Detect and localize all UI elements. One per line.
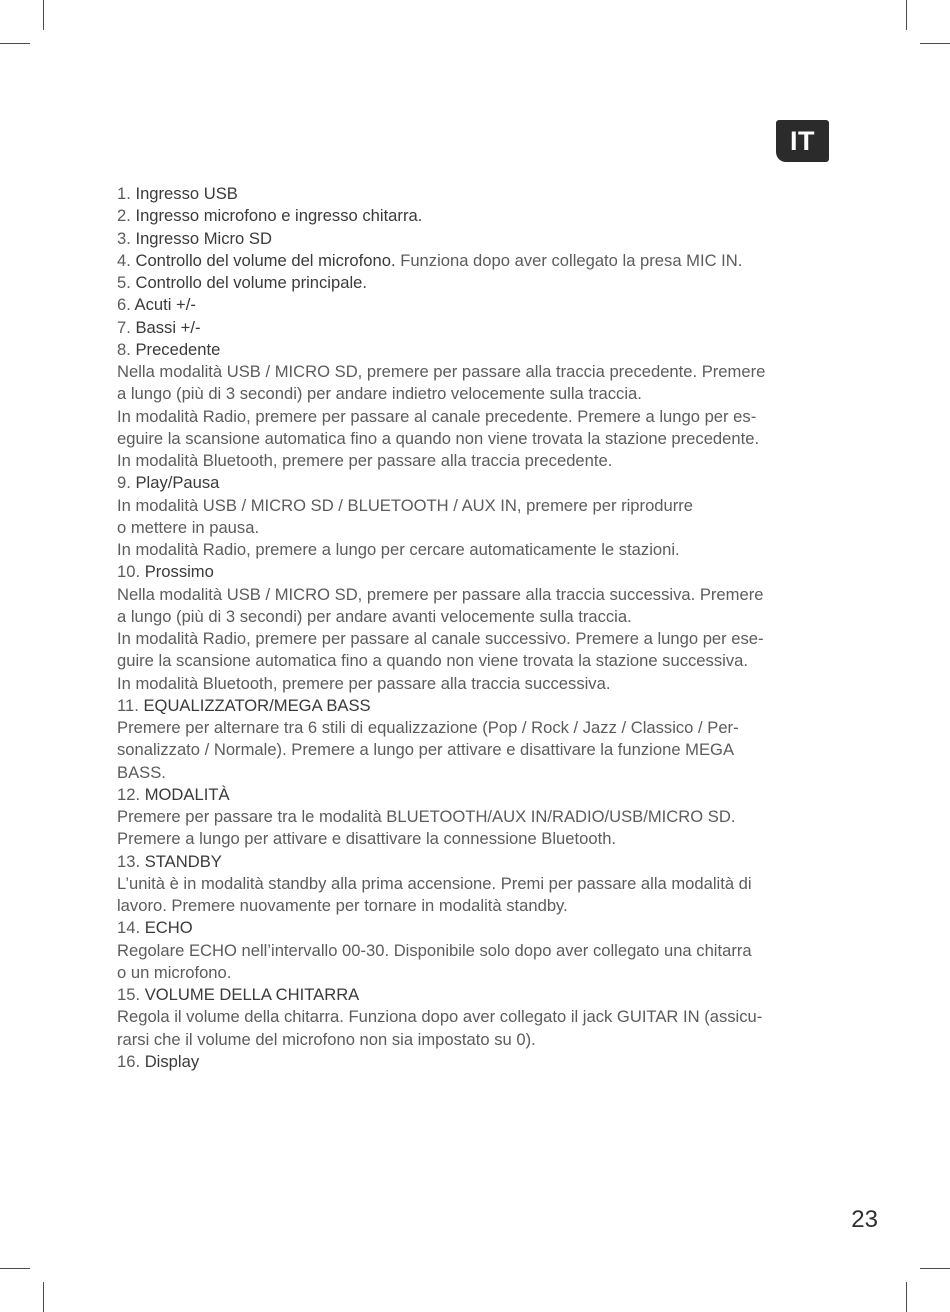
crop-mark <box>920 43 950 44</box>
item-description-line: o un microfono. <box>117 962 232 982</box>
crop-mark <box>0 43 30 44</box>
item-description-line: In modalità Bluetooth, premere per passare alla traccia precedente. <box>117 451 613 470</box>
item-number: 10. <box>117 562 141 582</box>
item-title: Acuti +/- <box>134 295 196 315</box>
list-item-heading <box>117 561 837 583</box>
item-number: 9. <box>117 473 131 493</box>
item-description-line: In modalità Radio, premere per passare al canale precedente. Premere a lungo per es- <box>117 406 757 426</box>
item-description-line: rarsi che il volume del microfono non sia impostato su 0). <box>117 1029 536 1049</box>
item-description-line: lavoro. Premere nuovamente per tornare in modalità standby. <box>117 896 568 915</box>
list-item-heading <box>117 317 837 339</box>
list-item-heading <box>117 984 837 1006</box>
list-item-heading <box>117 784 837 806</box>
item-description-line: guire la scansione automatica fino a quando non viene trovata la stazione successiva. <box>117 651 748 671</box>
item-title: Controllo del volume del microfono. <box>135 250 396 270</box>
item-title: Precedente <box>135 339 221 359</box>
item-description-line: o mettere in pausa. <box>117 517 260 537</box>
instructions-list <box>117 183 837 1073</box>
item-number: 3. <box>117 228 131 248</box>
item-description-line: In modalità Bluetooth, premere per passare alla traccia successiva. <box>117 673 611 693</box>
list-item-heading <box>117 294 837 316</box>
item-number: 14. <box>117 918 141 938</box>
item-title: EQUALIZZATOR/MEGA BASS <box>143 695 371 715</box>
item-number: 6. <box>117 295 131 315</box>
crop-mark <box>920 1268 950 1269</box>
item-number: 1. <box>117 184 131 203</box>
item-title: Play/Pausa <box>135 473 220 493</box>
list-item-heading <box>117 205 837 227</box>
item-description-line: Premere per passare tra le modalità BLUETOOTH/AUX IN/RADIO/USB/MICRO SD. <box>117 807 736 826</box>
list-item-heading <box>117 272 837 294</box>
item-title: Controllo del volume principale. <box>135 273 367 292</box>
item-description-line: a lungo (più di 3 secondi) per andare avanti velocemente sulla traccia. <box>117 606 632 626</box>
item-number: 4. <box>117 250 131 270</box>
item-number: 11. <box>117 695 139 715</box>
item-number: 16. <box>117 1051 141 1071</box>
item-description-line: In modalità USB / MICRO SD / BLUETOOTH / AUX IN, premere per riprodurre <box>117 495 694 515</box>
item-title: Ingresso microfono e ingresso chitarra. <box>135 206 423 226</box>
item-description-line: eguire la scansione automatica fino a quando non viene trovata la stazione precedente. <box>117 428 760 448</box>
list-item-heading <box>117 917 837 939</box>
list-item-heading <box>117 472 837 494</box>
list-item-heading <box>117 183 837 205</box>
item-number: 8. <box>117 339 131 359</box>
item-title: Ingresso Micro SD <box>135 228 272 248</box>
crop-mark <box>43 1282 44 1312</box>
item-number: 15. <box>117 985 141 1004</box>
language-badge: IT <box>776 120 829 162</box>
item-title: Display <box>144 1051 200 1071</box>
list-item-heading <box>117 339 837 361</box>
item-description-line: sonalizzato / Normale). Premere a lungo per attivare e disattivare la funzione MEGA <box>117 740 735 760</box>
item-title-tail: Funziona dopo aver collegato la presa MIC IN. <box>395 250 743 270</box>
list-item-heading <box>117 851 837 873</box>
list-item-heading <box>117 228 837 250</box>
item-description-line: Nella modalità USB / MICRO SD, premere per passare alla traccia precedente. Premere <box>117 362 766 381</box>
list-item-heading <box>117 695 837 717</box>
item-title: ECHO <box>144 918 193 938</box>
item-description-line: Premere a lungo per attivare e disattivare la connessione Bluetooth. <box>117 829 617 849</box>
item-description-line: In modalità Radio, premere per passare al canale successivo. Premere a lungo per ese- <box>117 629 764 648</box>
item-title: VOLUME DELLA CHITARRA <box>144 985 360 1004</box>
item-description-line: L’unità è in modalità standby alla prima accensione. Premi per passare alla modalità di <box>117 873 752 893</box>
list-item-heading <box>117 1051 837 1073</box>
list-item-heading <box>117 250 837 272</box>
item-title: Prossimo <box>144 562 214 582</box>
item-description-line: Regola il volume della chitarra. Funziona dopo aver collegato il jack GUITAR IN (assicu- <box>117 1007 763 1027</box>
item-number: 13. <box>117 851 141 871</box>
item-title: Ingresso USB <box>135 184 238 203</box>
crop-mark <box>906 0 907 30</box>
item-title: STANDBY <box>144 851 222 871</box>
item-number: 12. <box>117 784 141 804</box>
item-description-line: Premere per alternare tra 6 stili di equalizzazione (Pop / Rock / Jazz / Classico / Per- <box>117 718 739 737</box>
item-title: Bassi +/- <box>135 317 201 337</box>
item-description-line: a lungo (più di 3 secondi) per andare indietro velocemente sulla traccia. <box>117 384 642 404</box>
item-title: MODALITÀ <box>144 784 230 804</box>
page-number: 23 <box>851 1206 878 1233</box>
item-description-line: In modalità Radio, premere a lungo per cercare automaticamente le stazioni. <box>117 540 680 559</box>
item-number: 7. <box>117 317 131 337</box>
item-description-line: BASS. <box>117 762 166 782</box>
item-description-line: Nella modalità USB / MICRO SD, premere per passare alla traccia successiva. Premere <box>117 584 764 604</box>
crop-mark <box>0 1268 30 1269</box>
item-number: 5. <box>117 273 131 292</box>
crop-mark <box>43 0 44 30</box>
item-description-line: Regolare ECHO nell’intervallo 00-30. Disponibile solo dopo aver collegato una chitarra <box>117 940 752 960</box>
crop-mark <box>906 1282 907 1312</box>
item-number: 2. <box>117 206 131 226</box>
